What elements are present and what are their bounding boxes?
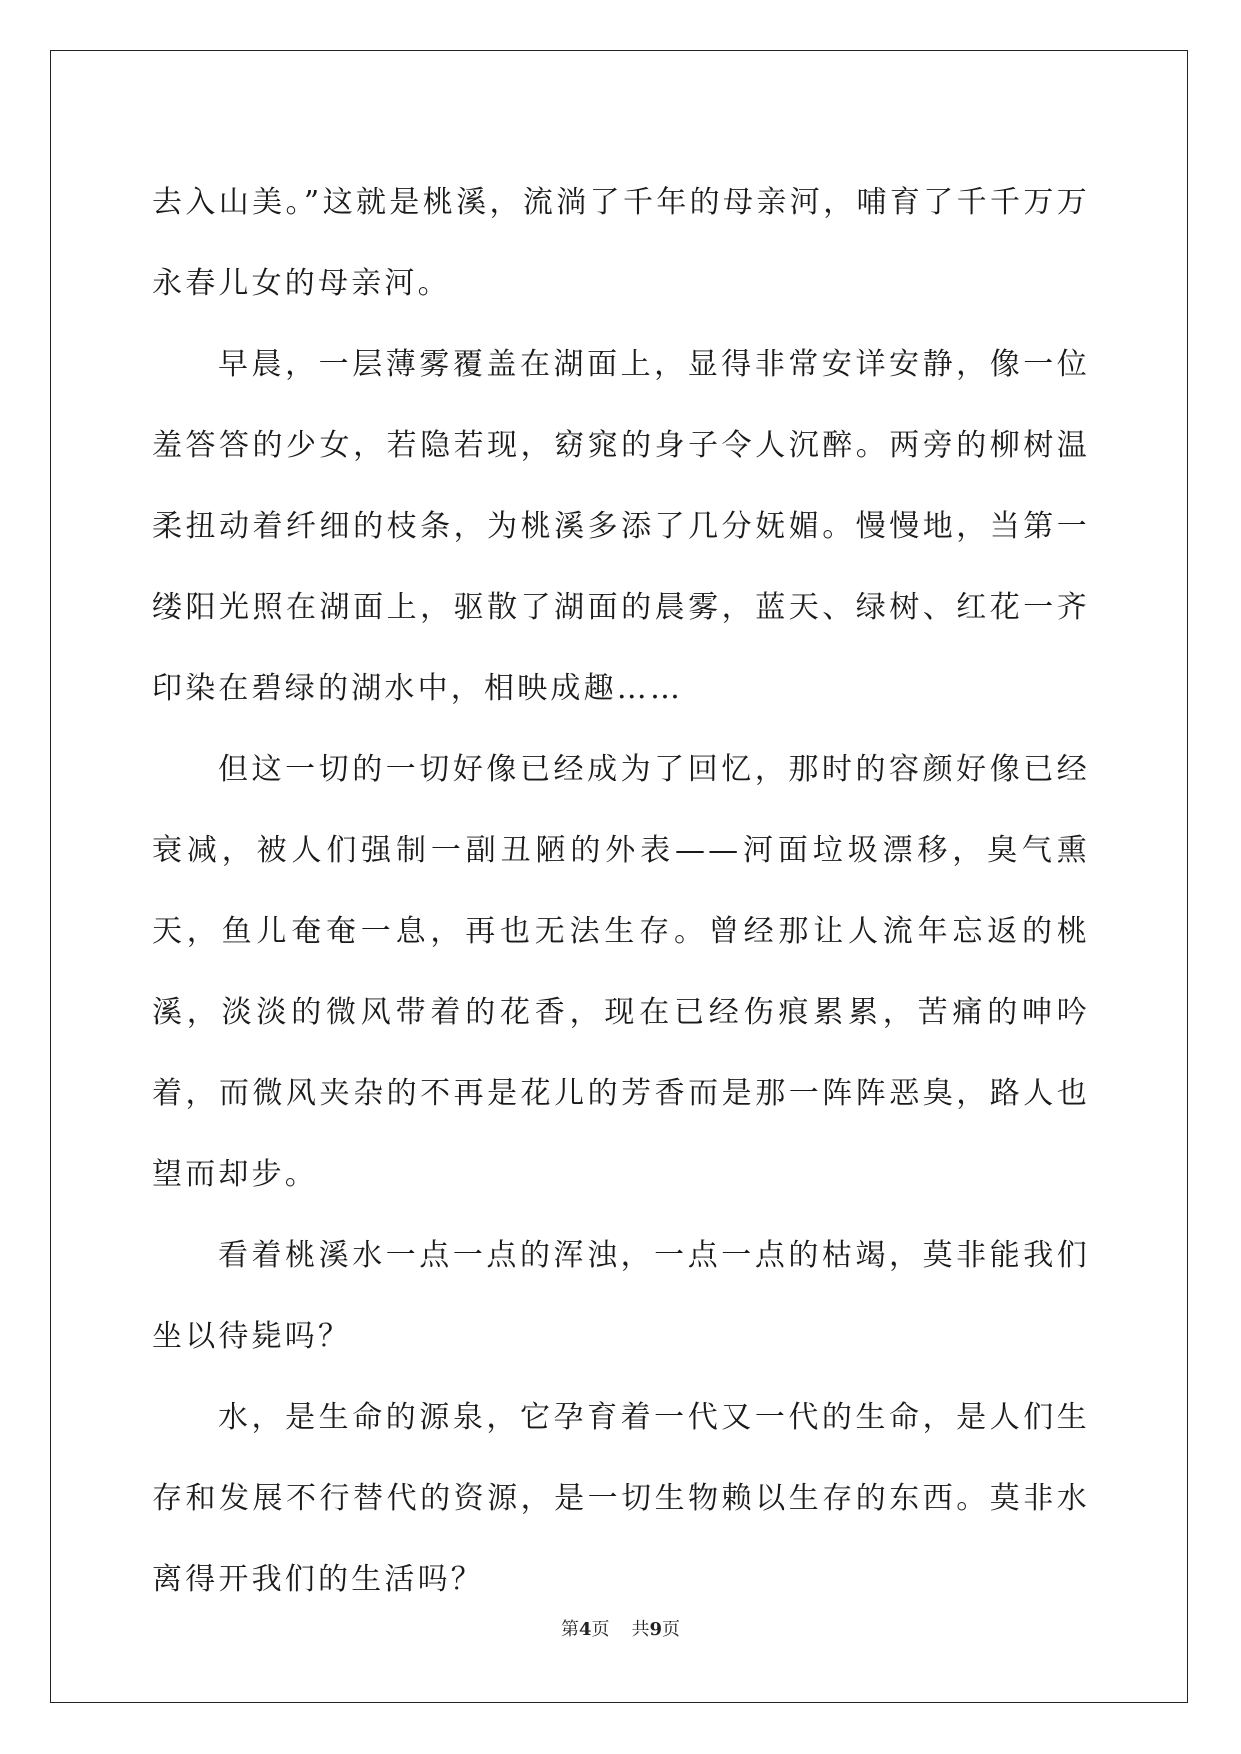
- document-body: [152, 162, 1090, 1620]
- paragraph-4: 看着桃溪水一点一点的浑浊，一点一点的枯竭，莫非能我们坐以待毙吗？: [152, 1238, 1090, 1354]
- paragraph-5: 水，是生命的源泉，它孕育着一代又一代的生命，是人们生存和发展不行替代的资源，是一切生物赖以生存的东西。莫非水离得开我们的生活吗？: [152, 1400, 1090, 1597]
- paragraph-3: 但这一切的一切好像已经成为了回忆，那时的容颜好像已经衰减，被人们强制一副丑陋的外表——河面垃圾漂移，臭气熏天，鱼儿奄奄一息，再也无法生存。曾经那让人流年忘返的桃溪，淡淡的微风带着的花香，现在已经伤痕累累，苦痛的呻吟着，而微风夹杂的不再是花儿的芳香而是那一阵阵恶臭，路人也望而却步。: [152, 752, 1090, 1192]
- current-page-number: 4: [578, 1619, 592, 1640]
- paragraph-2: 早晨，一层薄雾覆盖在湖面上，显得非常安详安静，像一位羞答答的少女，若隐若现，窈窕的身子令人沉醉。两旁的柳树温柔扭动着纤细的枝条，为桃溪多添了几分妩媚。慢慢地，当第一缕阳光照在湖面上，驱散了湖面的晨雾，蓝天、绿树、红花一齐印染在碧绿的湖水中，相映成趣……: [152, 347, 1090, 706]
- page-footer: [0, 1615, 1241, 1641]
- footer-total-unit: 页: [662, 1619, 681, 1640]
- footer-total-prefix: 共: [631, 1619, 650, 1640]
- total-page-number: 9: [649, 1619, 663, 1640]
- paragraph-1: 去入山美。”这就是桃溪，流淌了千年的母亲河，哺育了千千万万永春儿女的母亲河。: [152, 185, 1090, 301]
- footer-prefix: 第: [560, 1619, 579, 1640]
- footer-page-unit: 页: [591, 1619, 610, 1640]
